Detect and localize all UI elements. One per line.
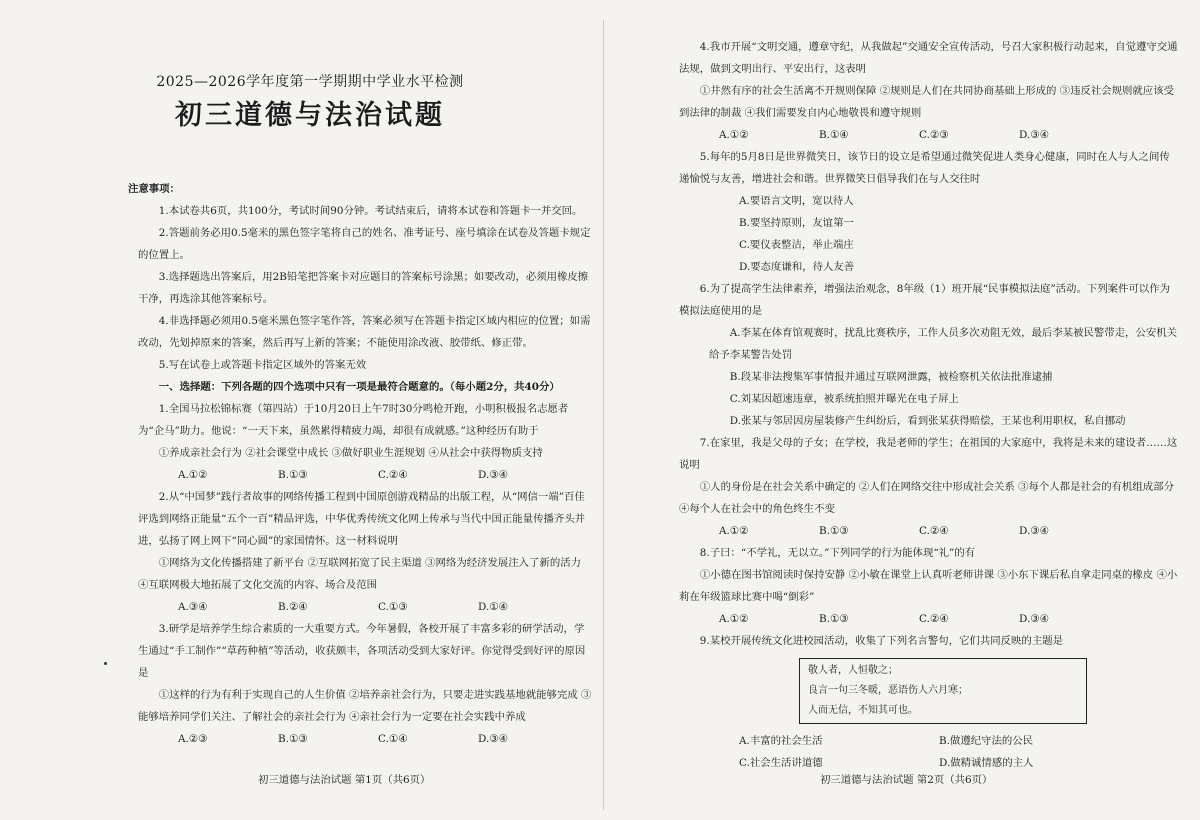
option: B.①③ [278,733,308,745]
options-row [138,728,594,750]
quote-line: 人而无信，不知其可也。 [808,705,918,716]
question-1 [138,398,594,486]
quote-line: 敬人者，人恒敬之； [808,665,898,676]
options-row [679,124,1179,146]
question-3 [138,618,594,750]
notice-item: 2.答题前务必用0.5毫米的黑色签字笔将自己的姓名、准考证号、座号填涂在试卷及答题卡规定的位置上。 [138,227,591,261]
question-6 [679,278,1179,432]
option: B.要坚持原则，友谊第一 [739,217,854,229]
option: C.②④ [919,613,949,625]
option: D.③④ [1019,129,1049,141]
option: D.③④ [1019,525,1049,537]
option: C.②③ [919,129,949,141]
exam-title: 初三道德与法治试题 [175,100,445,131]
notice-item: 1.本试卷共6页，共100分，考试时间90分钟。考试结束后，请将本试卷和答题卡一并交回。 [158,205,583,217]
option: C.刘某因超速违章，被系统拍照并曝光在电子屏上 [729,393,959,405]
question-2 [138,486,594,618]
option: B.段某非法搜集军事情报并通过互联网泄露，被检察机关依法批准逮捕 [729,371,1053,383]
question-statements: ①网络为文化传播搭建了新平台 ②互联网拓宽了民主渠道 ③网络为经济发展注入了新的活力 ④互联网极大地拓展了文化交流的内容、场合及范围 [138,557,582,591]
section-head: 一、选择题：下列各题的四个选项中只有一项是最符合题意的。（每小题2分，共40分） [158,381,560,393]
question-stem: 8.子曰：“不学礼，无以立。”下列同学的行为能体现“礼”的有 [699,547,976,559]
question-stem: 1.全国马拉松锦标赛（第四站）于10月20日上午7时30分鸣枪开跑，小明积极报名志愿者为“企马”助力。他说：“一天下来，虽然累得精疲力竭，却很有成就感。”这种经历有助于 [138,403,569,437]
option: B.①③ [819,613,849,625]
question-statements: ①这样的行为有利于实现自己的人生价值 ②培养亲社会行为，只要走进实践基地就能够完成 ③能够培养同学们关注、了解社会的亲社会行为 ④亲社会行为一定要在社会实践中养成 [138,689,592,723]
question-7 [679,432,1179,542]
question-stem: 7.在家里，我是父母的子女；在学校，我是老师的学生；在祖国的大家庭中，我将是未来的建设者……这说明 [679,437,1178,471]
notice-item: 3.选择题选出答案后，用2B铅笔把答案卡对应题目的答案标号涂黑；如要改动，必须用橡皮擦干净，再选涂其他答案标号。 [138,271,589,305]
question-stem: 5.每年的5月8日是世界微笑日，该节日的设立是希望通过微笑促进人类身心健康，同时在人与人之间传递愉悦与友善，增进社会和谐。世界微笑日倡导我们在与人交往时 [679,151,1170,185]
options-row [679,608,1179,630]
option: B.①③ [278,469,308,481]
page-footer: 初三道德与法治试题 第2页（共6页） [820,774,993,786]
question-stem: 2.从“中国梦”践行者故事的网络传播工程到中国原创游戏精品的出版工程，从“网信一端”百佳评选到网络正能量“五个一百”精品评选，中华优秀传统文化网上传承与当代中国正能量传播齐头并进，弘扬了网上网下“同心圆”的家国情怀。这一材料说明 [138,491,586,547]
quote-line: 良言一句三冬暖，恶语伤人六月寒； [808,685,968,696]
options-grid [679,730,1179,774]
option: A.②③ [178,733,208,745]
question-statements: ①小德在图书馆阅读时保持安静 ②小敏在课堂上认真听老师讲课 ③小东下课后私自拿走同桌的橡皮 ④小莉在年级篮球比赛中喝“倒彩” [679,569,1178,603]
notices-block [128,178,594,750]
question-stem: 6.为了提高学生法律素养，增强法治观念，8年级（1）班开展“民事模拟法庭”活动。下列案件可以作为模拟法庭使用的是 [679,283,1170,317]
question-stem: 9.某校开展传统文化进校园活动，收集了下列名言警句，它们共同反映的主题是 [699,635,1063,647]
option: A.③④ [178,601,208,613]
option: D.做精诚情感的主人 [939,757,1034,769]
question-statements: ①养成亲社会行为 ②社会课堂中成长 ③做好职业生涯规划 ④从社会中获得物质支持 [158,447,543,459]
quote-box [799,658,1087,724]
option: A.①② [719,525,749,537]
options-row [138,596,594,618]
option: A.①② [719,613,749,625]
option: C.社会生活讲道德 [739,757,823,769]
notice-item: 4.非选择题必须用0.5毫米黑色签字笔作答，答案必须写在答题卡指定区域内相应的位置；如需改动，先划掉原来的答案，然后再写上新的答案；不能使用涂改液、胶带纸、修正带。 [138,315,591,349]
option: A.①② [719,129,749,141]
option: C.①④ [378,733,408,745]
question-8 [679,542,1179,630]
question-statements: ①井然有序的社会生活离不开规则保障 ②规则是人们在共同协商基础上形成的 ③违反社会规则就应该受到法律的制裁 ④我们需要发自内心地敬畏和遵守规则 [679,85,1174,119]
option: A.丰富的社会生活 [739,735,823,747]
options-column [679,190,1179,278]
option: B.①③ [819,525,849,537]
option: D.③④ [478,733,508,745]
option: D.张某与邻居因房屋装修产生纠纷后，看到张某获得赔偿，王某也利用职权，私自挪动 [729,415,1126,427]
question-stem: 3.研学是培养学生综合素质的一大重要方式。今年暑假，各校开展了丰富多彩的研学活动，学生通过“手工制作”“草药种植”等活动，收获颇丰，各项活动受到大家好评。你觉得受到好评的原因是 [138,623,586,679]
option: C.要仪表整洁，举止端庄 [739,239,854,251]
question-9 [679,630,1179,774]
option: A.李某在体育馆观赛时，扰乱比赛秩序，工作人员多次劝阻无效，最后李某被民警带走，公安机关给予李某警告处罚 [709,327,1178,361]
options-row [138,464,594,486]
option: B.做遵纪守法的公民 [939,735,1034,747]
option: D.要态度谦和，待人友善 [739,261,855,273]
question-5 [679,146,1179,278]
question-4 [679,36,1179,146]
page-footer: 初三道德与法治试题 第1页（共6页） [258,774,431,786]
question-statements: ①人的身份是在社会关系中确定的 ②人们在网络交往中形成社会关系 ③每个人都是社会的有机组成部分 ④每个人在社会中的角色终生不变 [679,481,1174,515]
question-stem: 4.我市开展“文明交通，遵章守纪，从我做起”交通安全宣传活动，号召大家积极行动起来，自觉遵守交通法规，做到文明出行、平安出行，这表明 [679,41,1178,75]
option: B.①④ [819,129,849,141]
option: B.②④ [278,601,308,613]
option: A.①② [178,469,208,481]
notice-item: 5.写在试卷上或答题卡指定区域外的答案无效 [158,359,367,371]
option: C.②④ [378,469,408,481]
option: D.③④ [478,469,508,481]
option: D.③④ [1019,613,1049,625]
right-questions-block [679,36,1179,774]
exam-header: 2025—2026学年度第一学期期中学业水平检测 [156,74,464,90]
option: C.①③ [378,601,408,613]
options-row [679,520,1179,542]
option: A.要语言文明，宽以待人 [739,195,854,207]
options-column [679,322,1179,432]
option: C.②④ [919,525,949,537]
notice-head: 注意事项： [128,183,180,195]
page-2 [604,0,1200,820]
scan-speck [104,662,107,665]
option: D.①④ [478,601,508,613]
